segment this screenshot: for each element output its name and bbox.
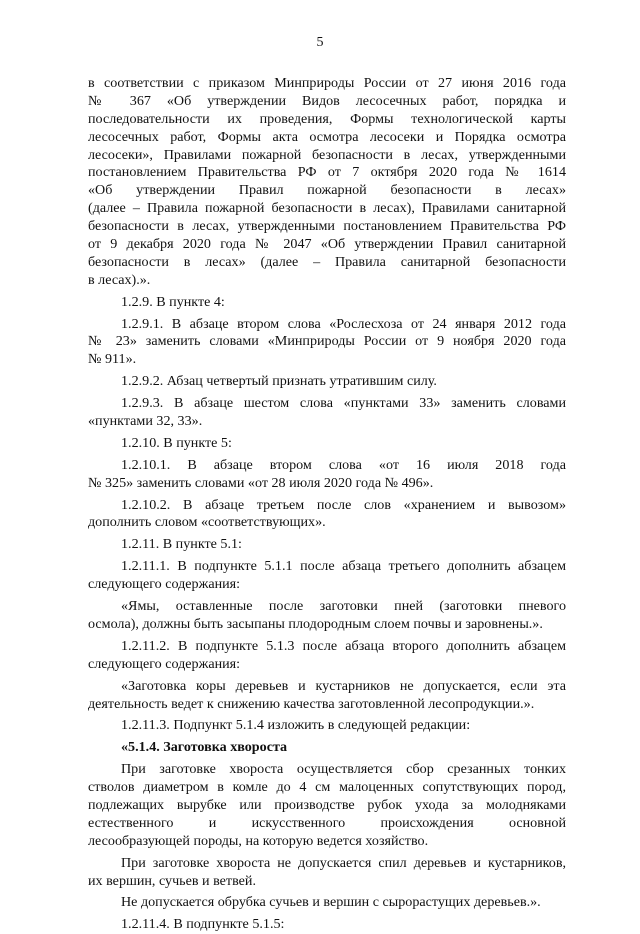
clause-heading: 1.2.10. В пункте 5: xyxy=(121,434,232,451)
text-line: «пунктами 32, 33». xyxy=(88,413,203,430)
text-line: следующего содержания: xyxy=(88,655,241,672)
text-line: № 911». xyxy=(88,351,137,368)
page-number: 5 xyxy=(316,35,324,50)
section-heading: «5.1.4. Заготовка хвороста xyxy=(121,739,288,756)
text-line: последовательности их проведения, Формы технологической карты xyxy=(88,110,566,127)
text-line: подлежащих вырубке или производстве рубок ухода за молодняками xyxy=(88,796,566,813)
text-line: лесосеки», Правилами пожарной безопасности в лесах, утвержденными xyxy=(88,146,566,163)
clause-heading: 1.2.9. В пункте 4: xyxy=(121,293,225,310)
text-line: безопасности в лесах, утвержденными постановлением Правительства РФ xyxy=(88,218,566,235)
text-line: от 9 декабря 2020 года № 2047 «Об утверждении Правил санитарной xyxy=(88,236,566,253)
text-line: стволов диаметром в комле до 4 см малоценных сопутствующих пород, xyxy=(88,779,566,796)
text-line: 1.2.10.1. В абзаце втором слова «от 16 июля 2018 года xyxy=(121,456,566,473)
quoted-text-line: деятельность ведет к снижению качества заготовленной лесопродукции.». xyxy=(88,695,535,712)
document-body xyxy=(88,75,566,934)
text-line: 1.2.9.1. В абзаце втором слова «Рослесхоза от 24 января 2012 года xyxy=(121,315,566,332)
quoted-text-line: «Ямы, оставленные после заготовки пней (заготовки пневого xyxy=(121,598,566,615)
text-line: 1.2.11.4. В подпункте 5.1.5: xyxy=(121,916,285,933)
text-line: При заготовке хвороста не допускается спил деревьев и кустарников, xyxy=(121,854,566,871)
text-line: лесообразующей породы, на которую ведется хозяйство. xyxy=(88,832,429,849)
text-line: лесосечных работ, Формы акта осмотра лесосеки и Порядка осмотра xyxy=(88,128,566,145)
text-line: дополнить словом «соответствующих». xyxy=(88,514,326,531)
text-line: 1.2.11.3. Подпункт 5.1.4 изложить в следующей редакции: xyxy=(121,717,471,734)
text-line: естественного и искусственного происхождения основной xyxy=(88,814,566,831)
quoted-text-line: «Заготовка коры деревьев и кустарников не допускается, если эта xyxy=(121,677,566,694)
clause-heading: 1.2.11. В пункте 5.1: xyxy=(121,536,242,553)
text-line: № 367 «Об утверждении Видов лесосечных работ, порядка и xyxy=(88,92,566,109)
text-line: постановлением Правительства РФ от 7 октября 2020 года № 1614 xyxy=(88,164,566,181)
text-line: безопасности в лесах» (далее – Правила санитарной безопасности xyxy=(88,253,566,270)
text-line: в лесах).». xyxy=(88,271,151,288)
text-line: «Об утверждении Правил пожарной безопасности в лесах» xyxy=(88,182,566,199)
text-line: № 325» заменить словами «от 28 июля 2020 года № 496». xyxy=(88,474,434,491)
text-line: 1.2.11.1. В подпункте 5.1.1 после абзаца третьего дополнить абзацем xyxy=(121,558,566,575)
text-line: 1.2.10.2. В абзаце третьем после слов «хранением и вывозом» xyxy=(121,496,566,513)
text-line: 1.2.9.2. Абзац четвертый признать утратившим силу. xyxy=(121,373,437,390)
text-line: При заготовке хвороста осуществляется сбор срезанных тонких xyxy=(121,761,566,778)
text-line: 1.2.11.2. В подпункте 5.1.3 после абзаца второго дополнить абзацем xyxy=(121,637,566,654)
text-line: следующего содержания: xyxy=(88,576,241,593)
text-line: Не допускается обрубка сучьев и вершин с сырорастущих деревьев.». xyxy=(121,894,541,911)
text-line: в соответствии с приказом Минприроды России от 27 июня 2016 года xyxy=(88,75,566,91)
text-line: (далее – Правила пожарной безопасности в лесах), Правилами санитарной xyxy=(88,200,566,217)
text-line: 1.2.9.3. В абзаце шестом слова «пунктами 33» заменить словами xyxy=(121,395,566,412)
text-line: № 23» заменить словами «Минприроды России от 9 ноября 2020 года xyxy=(88,333,566,350)
text-line: их вершин, сучьев и ветвей. xyxy=(88,872,256,889)
quoted-text-line: осмола), должны быть засыпаны плодородным слоем почвы и заровнены.». xyxy=(88,615,543,632)
